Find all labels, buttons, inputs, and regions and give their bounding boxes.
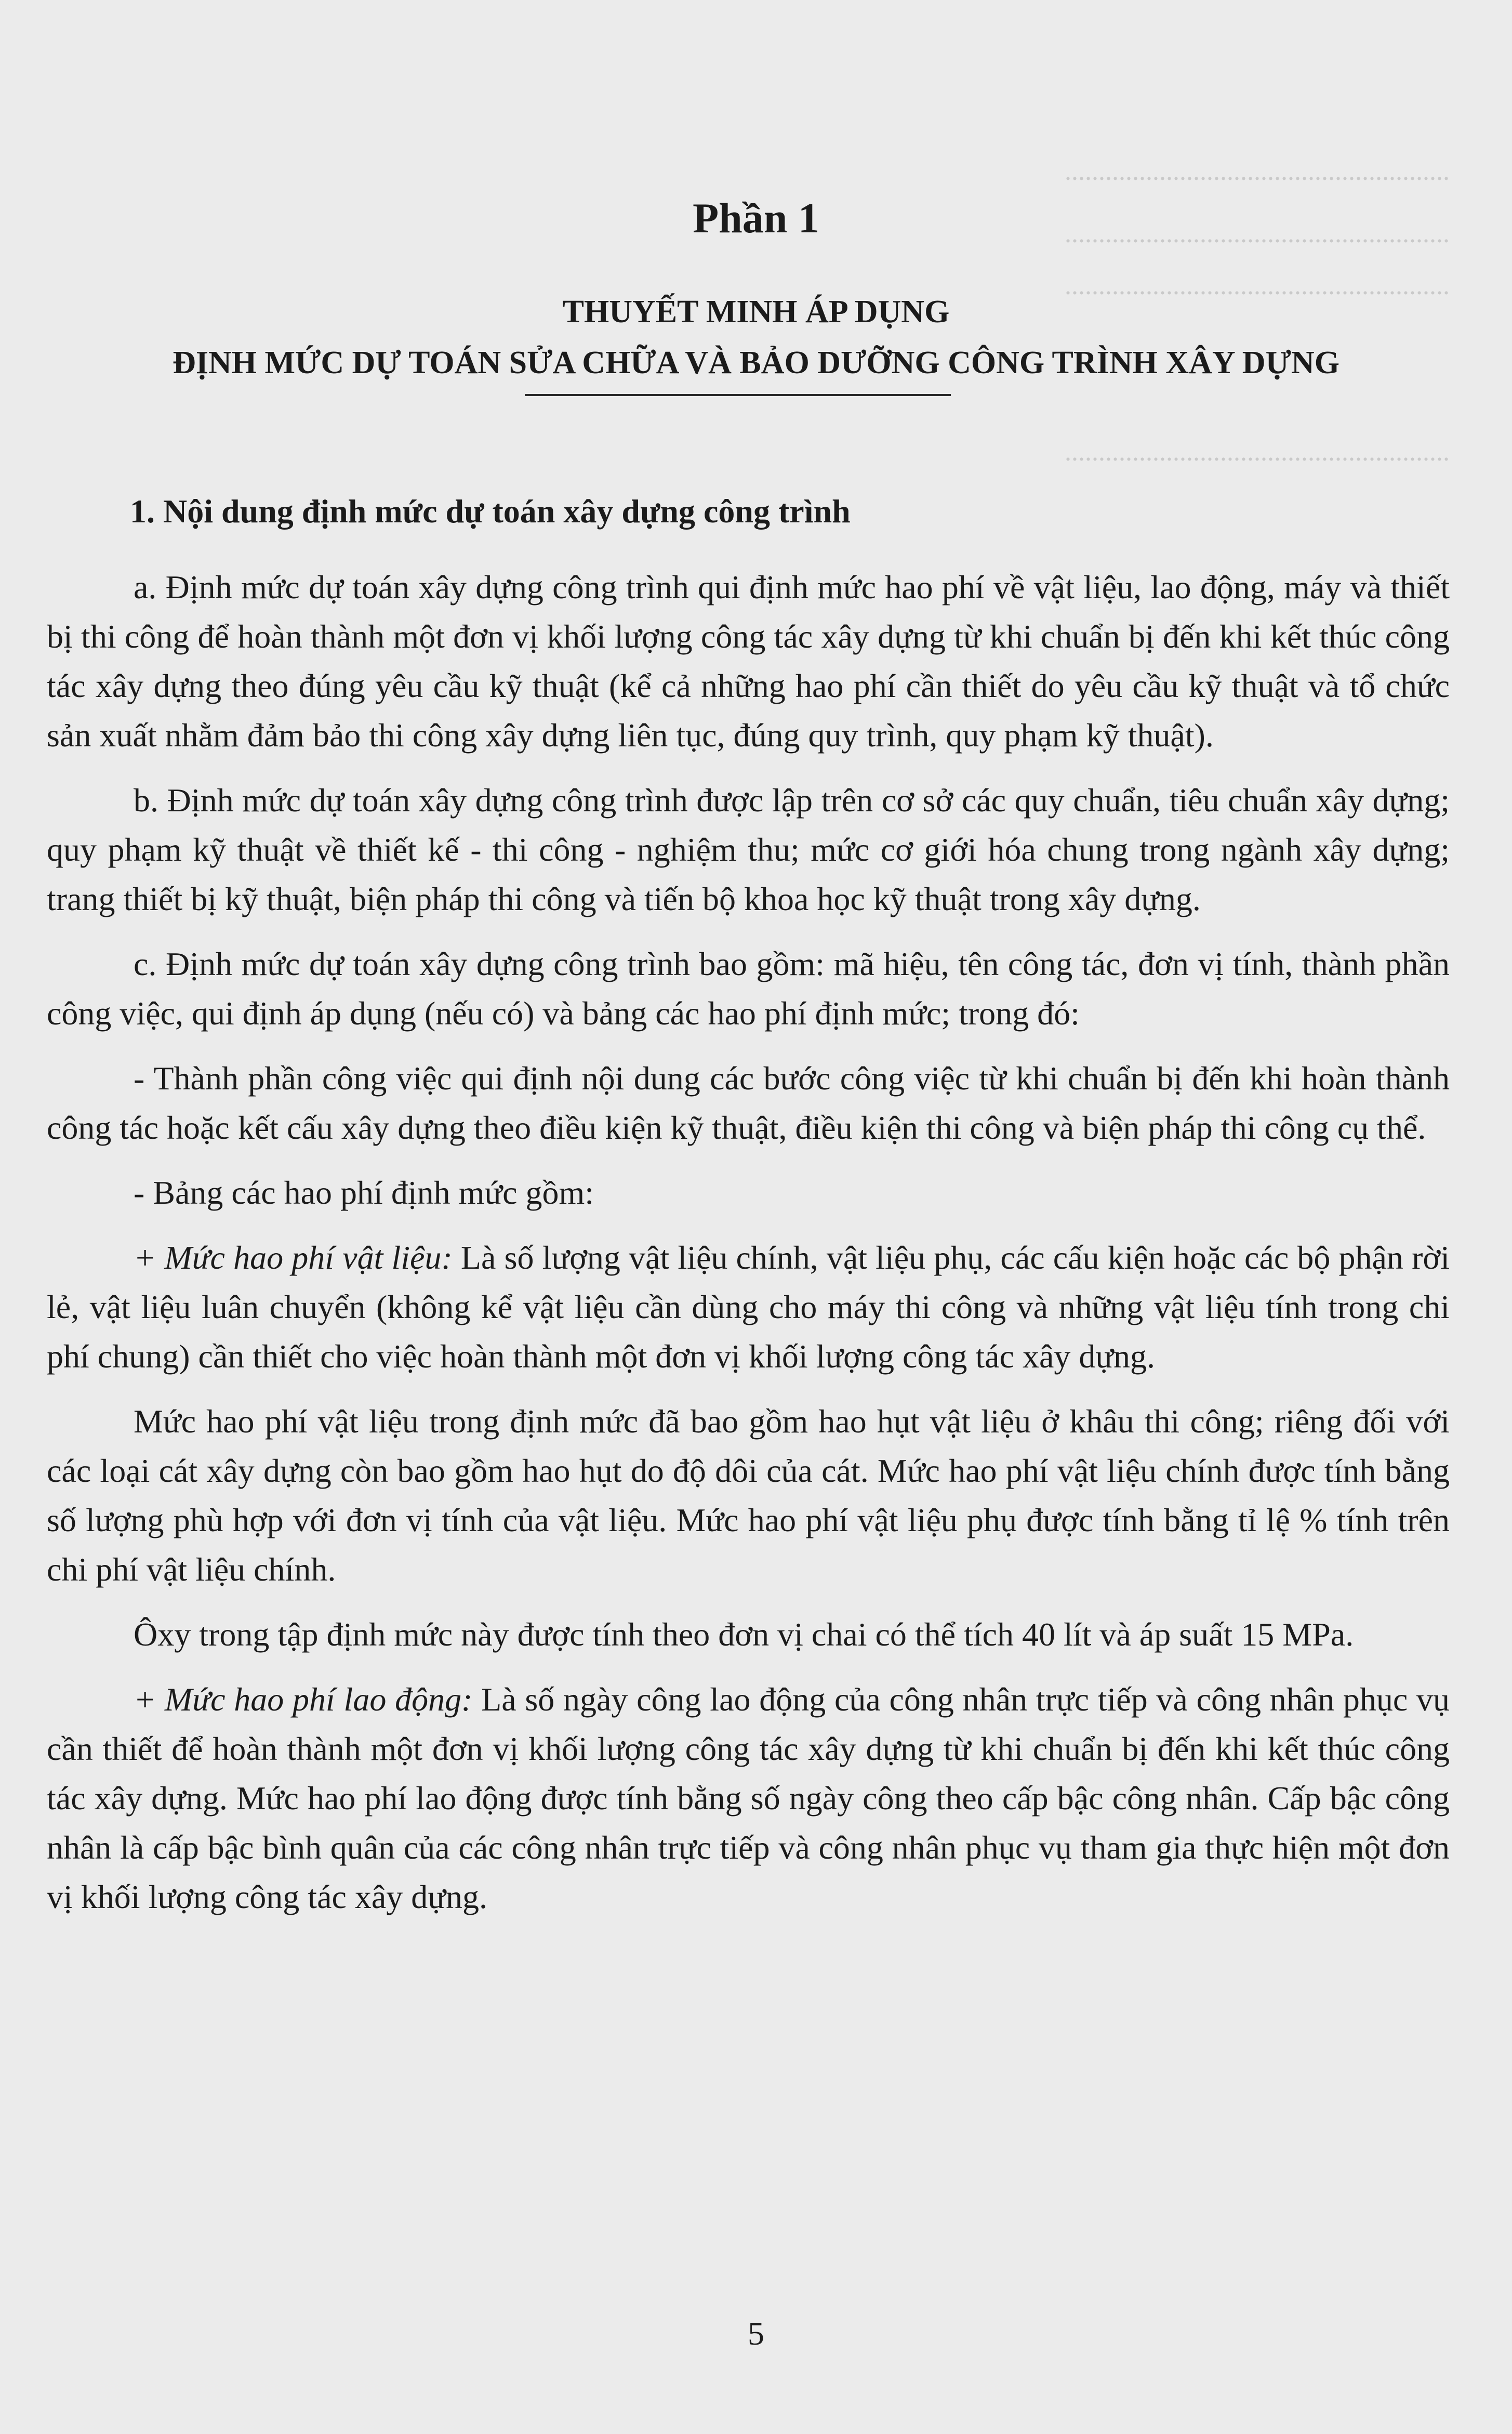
document-title-line-2: ĐỊNH MỨC DỰ TOÁN SỬA CHỮA VÀ BẢO DƯỠNG CÔNG TRÌNH XÂY DỰNG: [173, 345, 1339, 380]
material-label: + Mức hao phí vật liệu:: [134, 1239, 453, 1276]
bleed-through-text: .........................................................: [1065, 156, 1450, 186]
labor-text: Là số ngày công lao động của công nhân trực tiếp và công nhân phục vụ cần thiết để hoàn thành một đơn vị khối lượng công tác xây dựng từ khi chuẩn bị đến khi kết thúc công tác xây dựng. Mức hao phí lao động được tính bằng số ngày công theo cấp bậc công nhân. Cấp bậc công nhân là cấp bậc bình quân của các công nhân trực tiếp và công nhân phục vụ tham gia thực hiện một đơn vị khối lượng công tác xây dựng.: [47, 1681, 1450, 1915]
document-title-line-1: THUYẾT MINH ÁP DỤNG: [562, 294, 950, 330]
bleed-through-text: .........................................................: [1065, 271, 1450, 300]
paragraph-c: c. Định mức dự toán xây dựng công trình bao gồm: mã hiệu, tên công tác, đơn vị tính, thành phần công việc, qui định áp dụng (nếu có) và bảng các hao phí định mức; trong đó:: [47, 945, 1450, 1032]
bleed-through-text: .........................................................: [1065, 219, 1450, 248]
body-text: [47, 562, 1450, 1937]
paragraph-material: [47, 1233, 1450, 1381]
bleed-through-text: .........................................................: [1065, 437, 1450, 467]
paragraph-work-components: - Thành phần công việc qui định nội dung các bước công việc từ khi chuẩn bị đến khi hoàn thành công tác hoặc kết cấu xây dựng theo điều kiện kỹ thuật, điều kiện thi công và biện pháp thi công cụ thể.: [47, 1060, 1450, 1146]
page-number: 5: [748, 2315, 764, 2352]
title-underline: [525, 394, 951, 396]
paragraph-oxygen-note: Ôxy trong tập định mức này được tính theo đơn vị chai có thể tích 40 lít và áp suất 15 MPa.: [134, 1616, 1354, 1653]
labor-label: + Mức hao phí lao động:: [134, 1681, 473, 1718]
paragraph-b: b. Định mức dự toán xây dựng công trình được lập trên cơ sở các quy chuẩn, tiêu chuẩn xây dựng; quy phạm kỹ thuật về thiết kế - thi công - nghiệm thu; mức cơ giới hóa chung trong ngành xây dựng; trang thiết bị kỹ thuật, biện pháp thi công và tiến bộ khoa học kỹ thuật trong xây dựng.: [47, 782, 1450, 917]
paragraph-cost-table-intro: - Bảng các hao phí định mức gồm:: [134, 1174, 594, 1211]
paragraph-a: a. Định mức dự toán xây dựng công trình qui định mức hao phí về vật liệu, lao động, máy và thiết bị thi công để hoàn thành một đơn vị khối lượng công tác xây dựng từ khi chuẩn bị đến khi kết thúc công tác xây dựng theo đúng yêu cầu kỹ thuật (kể cả những hao phí cần thiết do yêu cầu kỹ thuật và tổ chức sản xuất nhằm đảm bảo thi công xây dựng liên tục, đúng quy trình, quy phạm kỹ thuật).: [47, 569, 1450, 754]
paragraph-labor: [47, 1675, 1450, 1922]
section-heading: 1. Nội dung định mức dự toán xây dựng công trình: [130, 493, 851, 530]
material-text: Là số lượng vật liệu chính, vật liệu phụ, các cấu kiện hoặc các bộ phận rời lẻ, vật liệu luân chuyển (không kể vật liệu cần dùng cho máy thi công và những vật liệu tính trong chi phí chung) cần thiết cho việc hoàn thành một đơn vị khối lượng công tác xây dựng.: [47, 1239, 1450, 1375]
paragraph-material-note: Mức hao phí vật liệu trong định mức đã bao gồm hao hụt vật liệu ở khâu thi công; riêng đối với các loại cát xây dựng còn bao gồm hao hụt do độ dôi của cát. Mức hao phí vật liệu chính được tính bằng số lượng phù hợp với đơn vị tính của vật liệu. Mức hao phí vật liệu phụ được tính bằng tỉ lệ % tính trên chi phí vật liệu chính.: [47, 1403, 1450, 1588]
part-title: Phần 1: [693, 194, 819, 242]
